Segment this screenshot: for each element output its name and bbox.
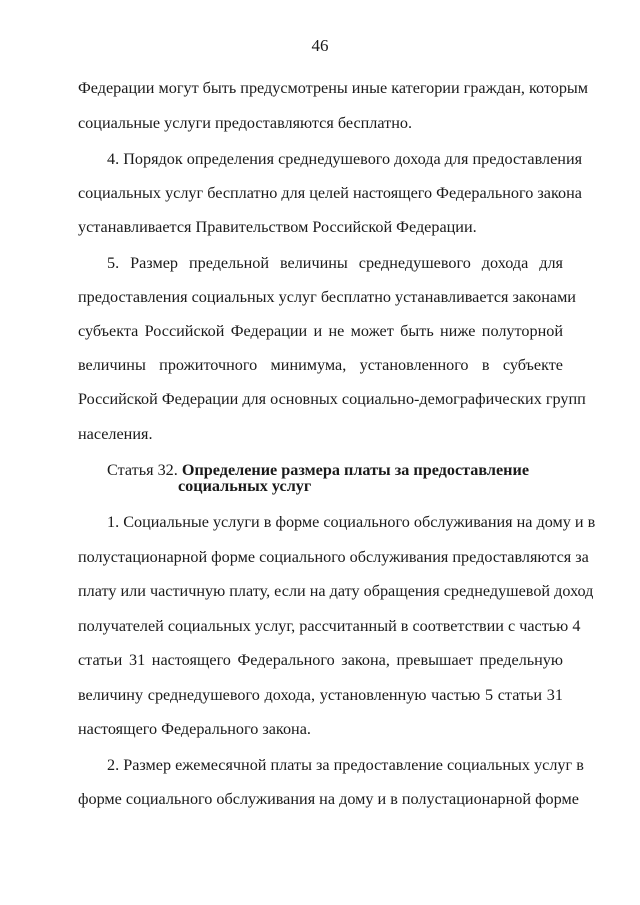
text-line: населения. <box>78 425 153 443</box>
article-label: Статья 32. <box>107 461 178 479</box>
text-line: получателей социальных услуг, рассчитанный в соответствии с частью 4 <box>78 617 581 635</box>
page-number: 46 <box>311 36 329 55</box>
article-title: Определение размера платы за предоставление <box>181 461 530 479</box>
text-line: величины прожиточного минимума, установленного в субъекте <box>78 356 563 374</box>
text-line: настоящего Федерального закона. <box>78 720 311 738</box>
text-line: 5. Размер предельной величины среднедушевого дохода для <box>107 254 563 272</box>
article-heading-cont <box>178 476 311 496</box>
text-line: социальные услуги предоставляются бесплатно. <box>78 114 413 132</box>
text-line: 1. Социальные услуги в форме социального обслуживания на дому и в <box>107 513 596 531</box>
text-line: полустационарной форме социального обслуживания предоставляются за <box>78 548 589 566</box>
article-title-cont: социальных услуг <box>178 477 312 495</box>
text-line: величину среднедушевого дохода, установленную частью 5 статьи 31 <box>78 686 563 704</box>
text-line: статьи 31 настоящего Федерального закона, превышает предельную <box>78 651 563 669</box>
text-line: социальных услуг бесплатно для целей настоящего Федерального закона <box>78 184 582 202</box>
text-line: форме социального обслуживания на дому и в полустационарной форме <box>78 790 579 808</box>
text-line: предоставления социальных услуг бесплатно устанавливается законами <box>78 288 576 306</box>
article-heading <box>107 460 529 480</box>
text-line: Федерации могут быть предусмотрены иные категории граждан, которым <box>78 79 589 97</box>
text-line: субъекта Российской Федерации и не может быть ниже полуторной <box>78 322 563 340</box>
text-line: Российской Федерации для основных социально-демографических групп <box>78 390 586 408</box>
text-line: устанавливается Правительством Российской Федерации. <box>78 218 477 236</box>
text-line: 2. Размер ежемесячной платы за предоставление социальных услуг в <box>107 756 584 774</box>
text-line: плату или частичную плату, если на дату обращения среднедушевой доход <box>78 582 594 600</box>
text-line: 4. Порядок определения среднедушевого дохода для предоставления <box>107 150 583 168</box>
